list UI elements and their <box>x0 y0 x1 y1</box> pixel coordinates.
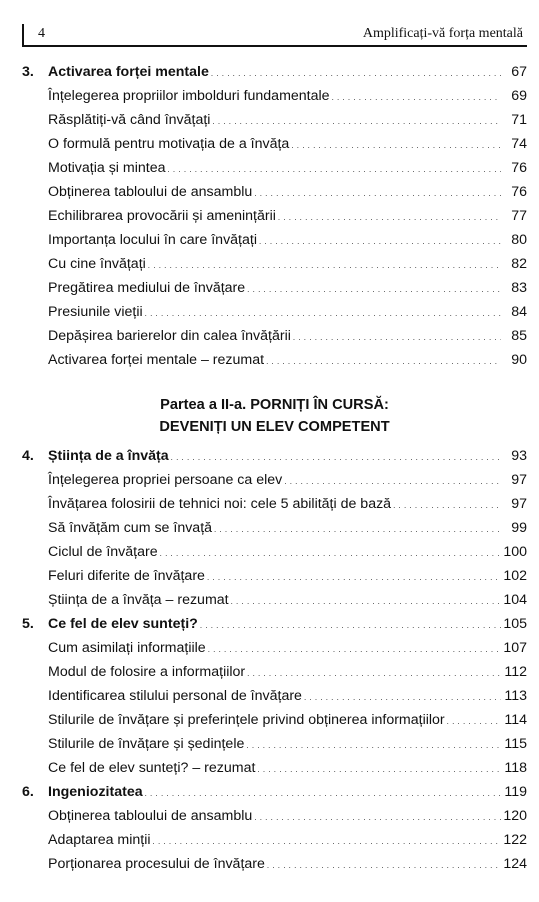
dot-leader <box>284 468 501 494</box>
dot-leader <box>208 636 501 662</box>
page-number: 104 <box>503 592 527 608</box>
entry-title: Înțelegerea propriilor imbolduri fundamentale <box>48 88 330 104</box>
page-number: 77 <box>511 208 527 224</box>
page-number: 124 <box>503 856 527 872</box>
dot-leader <box>148 252 501 278</box>
entry-title: O formulă pentru motivația de a învăța <box>48 136 290 152</box>
page-number: 107 <box>503 640 527 656</box>
dot-leader <box>257 756 501 782</box>
toc-chapter-5[interactable] <box>22 612 527 636</box>
entry-title: Identificarea stilului personal de învățare <box>48 688 302 704</box>
chapter-title: Ingeniozitatea <box>48 784 143 800</box>
toc-entry[interactable] <box>22 300 527 324</box>
page-number: 97 <box>511 496 527 512</box>
header-rule <box>22 45 527 47</box>
entry-title: Modul de folosire a informațiilor <box>48 664 246 680</box>
dot-leader <box>247 276 501 302</box>
page-number: 84 <box>511 304 527 320</box>
dot-leader <box>304 684 501 710</box>
page-number: 97 <box>511 472 527 488</box>
page-number: 67 <box>511 64 527 80</box>
table-of-contents <box>22 60 527 876</box>
dot-leader <box>393 492 501 518</box>
chapter-title: Activarea forței mentale <box>48 64 209 80</box>
toc-entry[interactable] <box>22 588 527 612</box>
entry-title: Ce fel de elev sunteți? – rezumat <box>48 760 256 776</box>
page-number: 93 <box>511 448 527 464</box>
chapter-number: 5. <box>22 616 34 632</box>
chapter-title: Știința de a învăța <box>48 448 169 464</box>
page-number: 100 <box>503 544 527 560</box>
dot-leader <box>153 828 501 854</box>
dot-leader <box>266 348 501 374</box>
entry-title: Cum asimilați informațiile <box>48 640 206 656</box>
page-number: 119 <box>504 784 527 800</box>
dot-leader <box>145 780 501 806</box>
toc-entry[interactable] <box>22 324 527 348</box>
header-page-number: 4 <box>38 26 45 41</box>
dot-leader <box>246 732 501 758</box>
dot-leader <box>291 132 501 158</box>
page-number: 76 <box>511 160 527 176</box>
toc-entry[interactable] <box>22 492 527 516</box>
page-number: 113 <box>504 688 527 704</box>
entry-title: Știința de a învăța – rezumat <box>48 592 229 608</box>
dot-leader <box>200 612 501 638</box>
entry-title: Stilurile de învățare și preferințele privind obținerea informațiilor <box>48 712 445 728</box>
page-number: 83 <box>511 280 527 296</box>
chapter-number: 3. <box>22 64 34 80</box>
toc-chapter-4[interactable] <box>22 444 527 468</box>
entry-title: Cu cine învățați <box>48 256 146 272</box>
toc-entry[interactable] <box>22 804 527 828</box>
toc-entry[interactable] <box>22 204 527 228</box>
dot-leader <box>160 540 501 566</box>
page-number: 122 <box>503 832 527 848</box>
entry-title: Echilibrarea provocării și amenințării <box>48 208 276 224</box>
dot-leader <box>447 708 501 734</box>
dot-leader <box>293 324 501 350</box>
entry-title: Feluri diferite de învățare <box>48 568 205 584</box>
part-heading-line-2: DEVENIȚI UN ELEV COMPETENT <box>159 419 390 435</box>
toc-entry[interactable] <box>22 852 527 876</box>
entry-title: Obținerea tabloului de ansamblu <box>48 808 253 824</box>
page-number: 69 <box>511 88 527 104</box>
part-heading <box>22 394 527 438</box>
entry-title: Stilurile de învățare și ședințele <box>48 736 245 752</box>
page-number: 71 <box>511 112 527 128</box>
page-number: 85 <box>511 328 527 344</box>
toc-entry[interactable] <box>22 132 527 156</box>
page-number: 82 <box>511 256 527 272</box>
toc-entry[interactable] <box>22 108 527 132</box>
toc-entry[interactable] <box>22 156 527 180</box>
chapter-number: 6. <box>22 784 34 800</box>
entry-title: Adaptarea minții <box>48 832 151 848</box>
entry-title: Să învățăm cum se învață <box>48 520 213 536</box>
toc-entry[interactable] <box>22 540 527 564</box>
toc-entry[interactable] <box>22 660 527 684</box>
toc-entry[interactable] <box>22 684 527 708</box>
dot-leader <box>171 444 501 470</box>
entry-title: Porționarea procesului de învățare <box>48 856 265 872</box>
dot-leader <box>254 180 501 206</box>
page-number: 99 <box>511 520 527 536</box>
dot-leader <box>332 84 501 110</box>
dot-leader <box>231 588 501 614</box>
dot-leader <box>211 60 501 86</box>
toc-chapter-3[interactable] <box>22 60 527 84</box>
toc-chapter-6[interactable] <box>22 780 527 804</box>
entry-title: Înțelegerea propriei persoane ca elev <box>48 472 283 488</box>
page-number: 115 <box>504 736 527 752</box>
chapter-number: 4. <box>22 448 34 464</box>
page-number: 112 <box>504 664 527 680</box>
entry-title: Învățarea folosirii de tehnici noi: cele 5 abilități de bază <box>48 496 392 512</box>
entry-title: Depășirea barierelor din calea învățării <box>48 328 291 344</box>
entry-title: Importanța locului în care învățați <box>48 232 257 248</box>
entry-title: Obținerea tabloului de ansamblu <box>48 184 253 200</box>
page-number: 105 <box>503 616 527 632</box>
toc-entry[interactable] <box>22 828 527 852</box>
chapter-title: Ce fel de elev sunteți? <box>48 616 198 632</box>
dot-leader <box>259 228 501 254</box>
toc-entry[interactable] <box>22 516 527 540</box>
part-heading-line-1: Partea a II-a. PORNIȚI ÎN CURSĂ: <box>160 397 389 413</box>
page-number: 114 <box>504 712 527 728</box>
page-number: 80 <box>511 232 527 248</box>
entry-title: Răsplătiți-vă când învățați <box>48 112 211 128</box>
entry-title: Presiunile vieții <box>48 304 143 320</box>
toc-entry[interactable] <box>22 348 527 372</box>
header-running-title: Amplificați-vă forța mentală <box>362 26 523 41</box>
page-number: 102 <box>503 568 527 584</box>
page-number: 120 <box>503 808 527 824</box>
toc-entry[interactable] <box>22 708 527 732</box>
dot-leader <box>254 804 501 830</box>
toc-entry[interactable] <box>22 276 527 300</box>
dot-leader <box>167 156 501 182</box>
entry-title: Motivația și mintea <box>48 160 166 176</box>
toc-entry[interactable] <box>22 228 527 252</box>
dot-leader <box>214 516 501 542</box>
toc-entry[interactable] <box>22 468 527 492</box>
page-number: 118 <box>504 760 527 776</box>
running-header <box>22 20 527 46</box>
dot-leader <box>247 660 501 686</box>
dot-leader <box>267 852 501 878</box>
entry-title: Ciclul de învățare <box>48 544 158 560</box>
header-tick-mark <box>22 24 24 46</box>
page-number: 76 <box>511 184 527 200</box>
dot-leader <box>212 108 501 134</box>
dot-leader <box>278 204 501 230</box>
toc-entry[interactable] <box>22 636 527 660</box>
toc-entry[interactable] <box>22 252 527 276</box>
page-number: 74 <box>511 136 527 152</box>
toc-entry[interactable] <box>22 756 527 780</box>
entry-title: Pregătirea mediului de învățare <box>48 280 246 296</box>
dot-leader <box>207 564 501 590</box>
entry-title: Activarea forței mentale – rezumat <box>48 352 265 368</box>
toc-entry[interactable] <box>22 84 527 108</box>
toc-entry[interactable] <box>22 732 527 756</box>
toc-entry[interactable] <box>22 564 527 588</box>
toc-entry[interactable] <box>22 180 527 204</box>
dot-leader <box>145 300 501 326</box>
page-number: 90 <box>511 352 527 368</box>
